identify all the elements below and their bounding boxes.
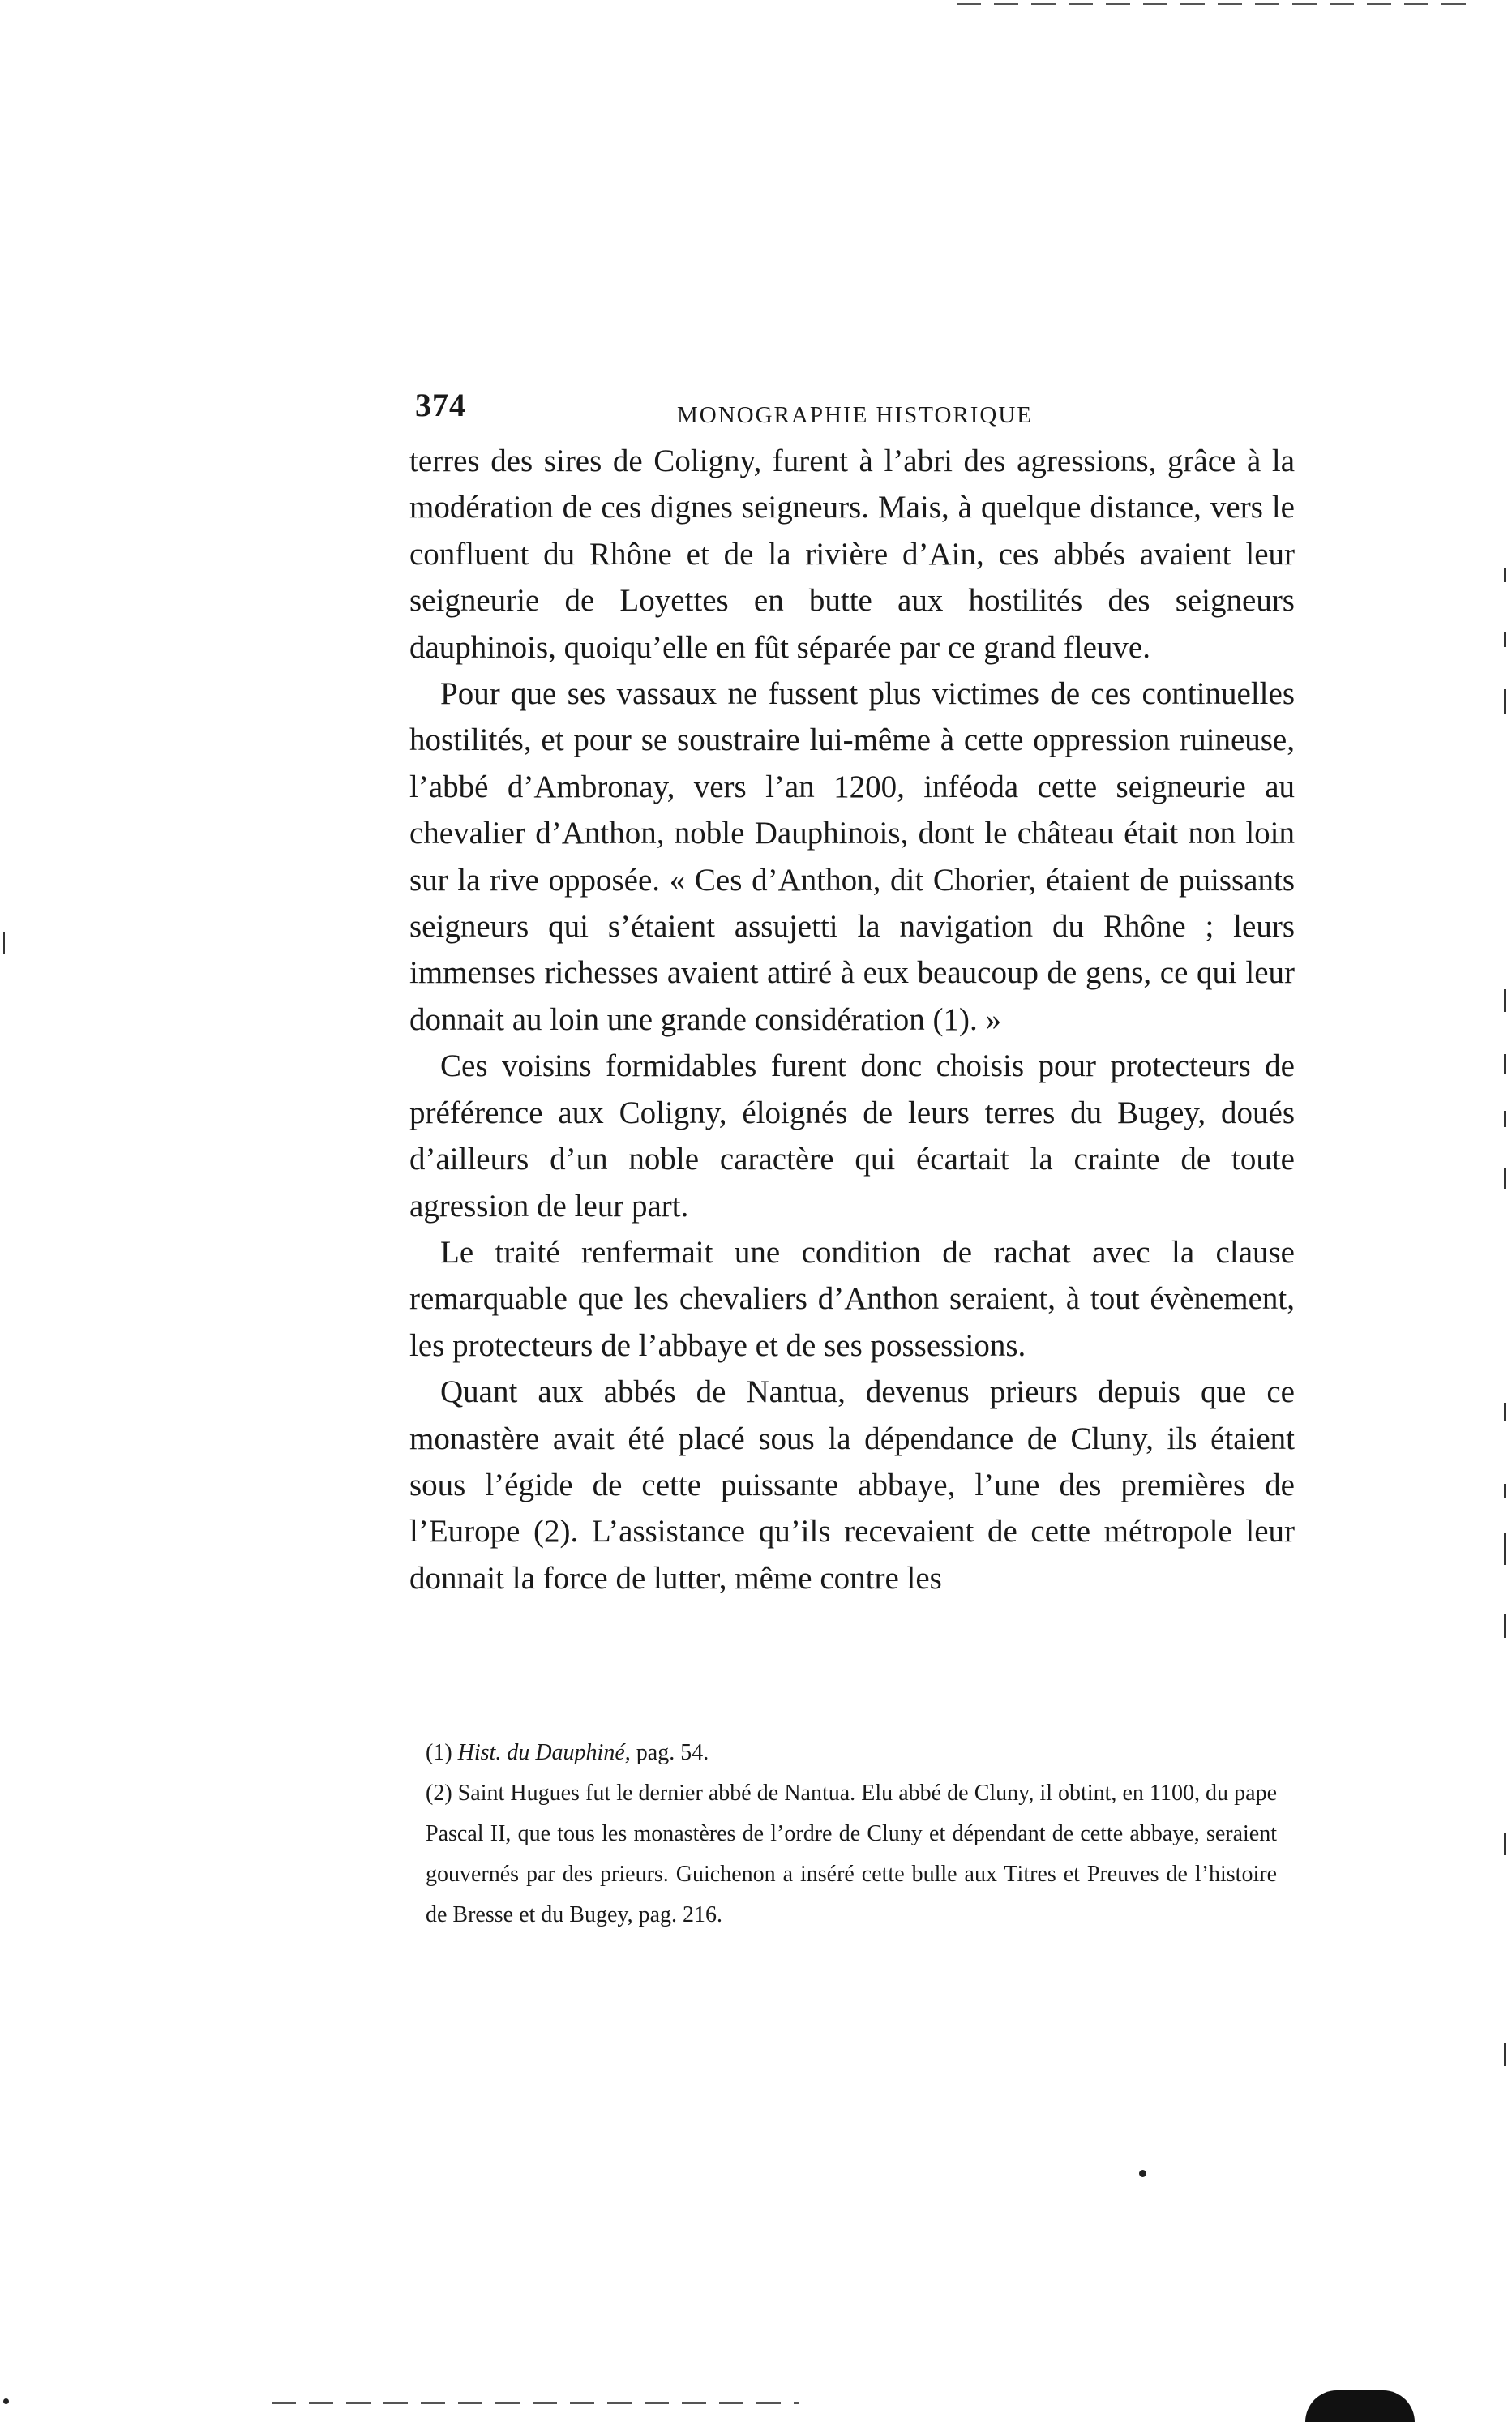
footnote-2: (2) Saint Hugues fut le dernier abbé de Nantua. Elu abbé de Cluny, il obtint, en 1100, du pape Pascal II, que tous les monastères de l’ordre de Cluny et dépendant de cette abbaye, seraient gouvernés par des prieurs. Guichenon a inséré cette bulle aux Titres et Preuves de l’histoire de Bresse et du Bugey, pag. 216.: [426, 1781, 1277, 1927]
bottom-edge-scan-mark: [272, 2402, 799, 2404]
margin-tick: [1504, 632, 1506, 647]
paragraph-2: Pour que ses vassaux ne fussent plus victimes de ces continuelles hostilités, et pour se soustraire lui-même à cette oppression ruineuse, l’abbé d’Ambronay, vers l’an 1200, inféoda cette seigneurie au chevalier d’Anthon, noble Dauphinois, dont le château était non loin sur la rive opposée. « Ces d’Anthon, dit Chorier, étaient de puissants seigneurs qui s’étaient assujetti la navigation du Rhône ; leurs immenses richesses avaient attiré à eux beaucoup de gens, ce qui leur donnait au loin une grande considération (1). »: [409, 676, 1295, 1037]
margin-tick: [1504, 1833, 1506, 1855]
margin-tick: [1504, 989, 1506, 1012]
top-edge-scan-mark: [957, 3, 1476, 5]
footnote-1: [426, 1733, 1277, 1773]
margin-tick: [1504, 2043, 1506, 2066]
margin-tick: [1504, 1533, 1506, 1565]
paragraph-3: Ces voisins formidables furent donc choisis pour protecteurs de préférence aux Coligny, éloignés de leurs terres du Bugey, doués d’ailleurs d’un noble caractère qui écartait la crainte de toute agression de leur part.: [409, 1048, 1295, 1224]
scan-dot: [3, 2398, 9, 2404]
margin-tick: [1504, 1484, 1506, 1498]
margin-tick: [1504, 1614, 1506, 1638]
page-header: [415, 381, 1295, 430]
margin-tick: [1504, 568, 1506, 582]
margin-tick: [3, 932, 5, 954]
bottom-corner-scan-mark: [1305, 2390, 1415, 2422]
body-text: [409, 438, 1295, 1601]
paragraph-4: Le traité renfermait une condition de rachat avec la clause remarquable que les chevaliers d’Anthon seraient, à tout évènement, les protecteurs de l’abbaye et de ses possessions.: [409, 1234, 1295, 1363]
margin-tick: [1504, 1054, 1506, 1074]
paragraph-1: terres des sires de Coligny, furent à l’abri des agressions, grâce à la modération de ces dignes seigneurs. Mais, à quelque distance, vers le confluent du Rhône et de la rivière d’Ain, ces abbés avaient leur seigneurie de Loyettes en butte aux hostilités des seigneurs dauphinois, quoiqu’elle en fût séparée par ce grand fleuve.: [409, 444, 1295, 665]
paragraph-5: Quant aux abbés de Nantua, devenus prieurs depuis que ce monastère avait été placé sous la dépendance de Cluny, ils étaient sous l’égide de cette puissante abbaye, l’une des premières de l’Europe (2). L’assistance qu’ils recevaient de cette métropole leur donnait la force de lutter, même contre les: [409, 1374, 1295, 1596]
scan-dot: [1139, 2170, 1146, 2177]
margin-tick: [1504, 1111, 1506, 1127]
running-head: MONOGRAPHIE HISTORIQUE: [677, 402, 1033, 428]
footnote-1-citation: Hist. du Dauphiné,: [457, 1740, 631, 1765]
margin-tick: [1504, 1403, 1506, 1421]
footnotes: [426, 1733, 1277, 1935]
margin-tick: [1504, 1168, 1506, 1189]
page-number: 374: [415, 387, 466, 423]
footnote-1-page: pag. 54.: [636, 1740, 709, 1765]
margin-tick: [1504, 689, 1506, 714]
footnote-1-number: (1): [426, 1740, 452, 1765]
